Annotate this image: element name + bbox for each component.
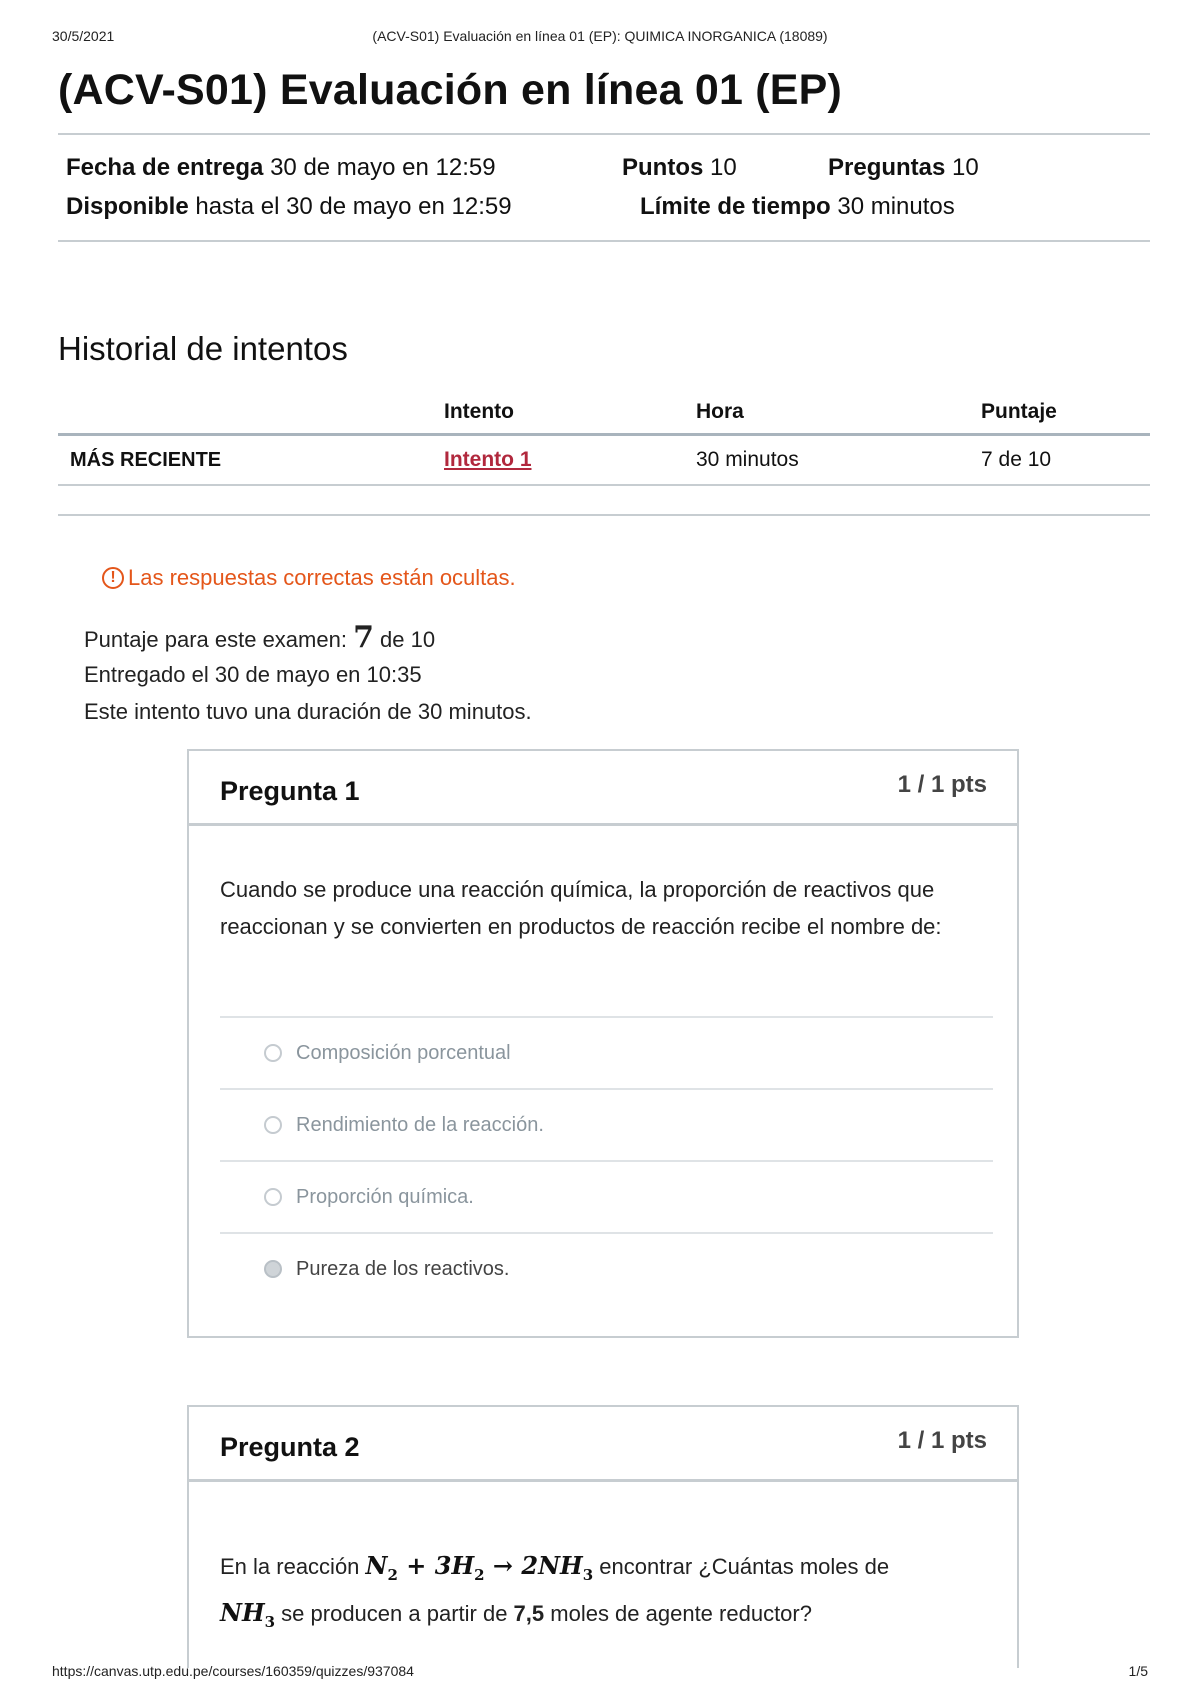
history-title: Historial de intentos <box>58 330 348 367</box>
table-row <box>58 435 1150 486</box>
questions-label: Preguntas <box>828 154 946 181</box>
score-summary <box>84 620 435 655</box>
due-value: 30 de mayo en 12:59 <box>270 154 496 181</box>
due-label: Fecha de entrega <box>66 154 264 181</box>
score-suffix: de 10 <box>373 627 436 652</box>
eq-h: H <box>451 1551 475 1580</box>
row-label: MÁS RECIENTE <box>58 435 432 486</box>
amount-value: 7,5 <box>513 1600 545 1626</box>
points-label: Puntos <box>622 154 704 181</box>
chemical-equation <box>365 1551 594 1584</box>
score-prefix: Puntaje para este examen: <box>84 627 354 652</box>
hidden-answers-notice <box>102 565 516 591</box>
question-points: 1 / 1 pts <box>897 771 987 798</box>
question-header <box>189 751 1017 826</box>
divider <box>58 240 1150 242</box>
submitted-text: Entregado el 30 de mayo en 10:35 <box>84 662 422 687</box>
answer-label: Proporción química. <box>296 1185 474 1208</box>
question-card <box>187 1405 1019 1668</box>
answer-option[interactable] <box>220 1016 993 1088</box>
due-date <box>66 154 496 182</box>
answer-option-selected[interactable] <box>220 1232 993 1304</box>
page-number: 1/5 <box>1128 1663 1148 1679</box>
question-text-line2: se producen a partir de <box>275 1600 514 1626</box>
question-text-suffix: moles de agente reductor? <box>544 1600 812 1626</box>
divider <box>58 133 1150 135</box>
eq-nh-sub: 3 <box>582 1565 594 1584</box>
answer-label: Composición porcentual <box>296 1041 511 1064</box>
question-text-prefix: En la reacción <box>220 1554 366 1579</box>
question-title: Pregunta 2 <box>220 1432 360 1462</box>
question-card <box>187 749 1019 1338</box>
print-doc-title: (ACV-S01) Evaluación en línea 01 (EP): QUIMICA INORGANICA (18089) <box>372 28 828 44</box>
answer-option[interactable] <box>220 1160 993 1232</box>
points-value: 10 <box>710 154 737 181</box>
attempt-link[interactable]: Intento 1 <box>444 448 532 471</box>
column-header-attempt: Intento <box>432 390 684 435</box>
question-header <box>189 1407 1017 1482</box>
question-text-middle: encontrar ¿Cuántas moles de <box>593 1554 890 1579</box>
eq-n-sub: 2 <box>387 1565 398 1584</box>
table-header-row <box>58 390 1150 435</box>
attempt-history-table <box>58 390 1150 486</box>
notice-text: Las respuestas correctas están ocultas. <box>128 565 516 590</box>
score-cell: 7 de 10 <box>969 435 1150 486</box>
eq-plus: + 3 <box>397 1551 452 1580</box>
divider <box>58 514 1150 516</box>
radio-button[interactable] <box>264 1188 282 1206</box>
eq-nh: NH <box>538 1551 583 1580</box>
time-limit-label: Límite de tiempo <box>640 193 831 220</box>
line2-nh: NH <box>220 1597 265 1627</box>
column-header <box>58 390 432 435</box>
time-limit <box>640 193 955 221</box>
attempt-cell <box>432 435 684 486</box>
availability <box>66 193 512 221</box>
nh3-formula <box>220 1597 276 1631</box>
column-header-time: Hora <box>684 390 969 435</box>
time-cell: 30 minutos <box>684 435 969 486</box>
line2-nh-sub: 3 <box>264 1612 276 1631</box>
time-limit-value: 30 minutos <box>837 193 955 220</box>
eq-h-sub: 2 <box>474 1565 485 1584</box>
exclamation-circle-icon: ! <box>102 567 124 589</box>
page-title: (ACV-S01) Evaluación en línea 01 (EP) <box>58 66 843 114</box>
eq-n: N <box>365 1551 388 1580</box>
radio-button[interactable] <box>264 1044 282 1062</box>
eq-arrow: → 2 <box>484 1551 539 1580</box>
radio-button[interactable] <box>264 1116 282 1134</box>
print-url: https://canvas.utp.edu.pe/courses/160359/quizzes/937084 <box>52 1663 414 1679</box>
question-text: Cuando se produce una reacción química, la proporción de reactivos que reaccionan y se convierten en productos de reacción recibe el nombre de: <box>220 877 942 939</box>
radio-button-selected[interactable] <box>264 1260 282 1278</box>
question-text <box>220 1547 1000 1641</box>
print-footer <box>52 1663 1148 1679</box>
duration-text: Este intento tuvo una duración de 30 minutos. <box>84 699 532 724</box>
answer-label: Rendimiento de la reacción. <box>296 1113 544 1136</box>
points <box>622 154 737 182</box>
column-header-score: Puntaje <box>969 390 1150 435</box>
print-date: 30/5/2021 <box>52 28 115 44</box>
answer-label: Pureza de los reactivos. <box>296 1257 510 1280</box>
answer-list <box>220 1016 993 1304</box>
score-value: 7 <box>353 620 374 655</box>
answer-option[interactable] <box>220 1088 993 1160</box>
questions-count <box>828 154 979 182</box>
questions-value: 10 <box>952 154 979 181</box>
question-title: Pregunta 1 <box>220 776 360 806</box>
available-value: hasta el 30 de mayo en 12:59 <box>195 193 512 220</box>
question-points: 1 / 1 pts <box>897 1427 987 1454</box>
available-label: Disponible <box>66 193 189 220</box>
